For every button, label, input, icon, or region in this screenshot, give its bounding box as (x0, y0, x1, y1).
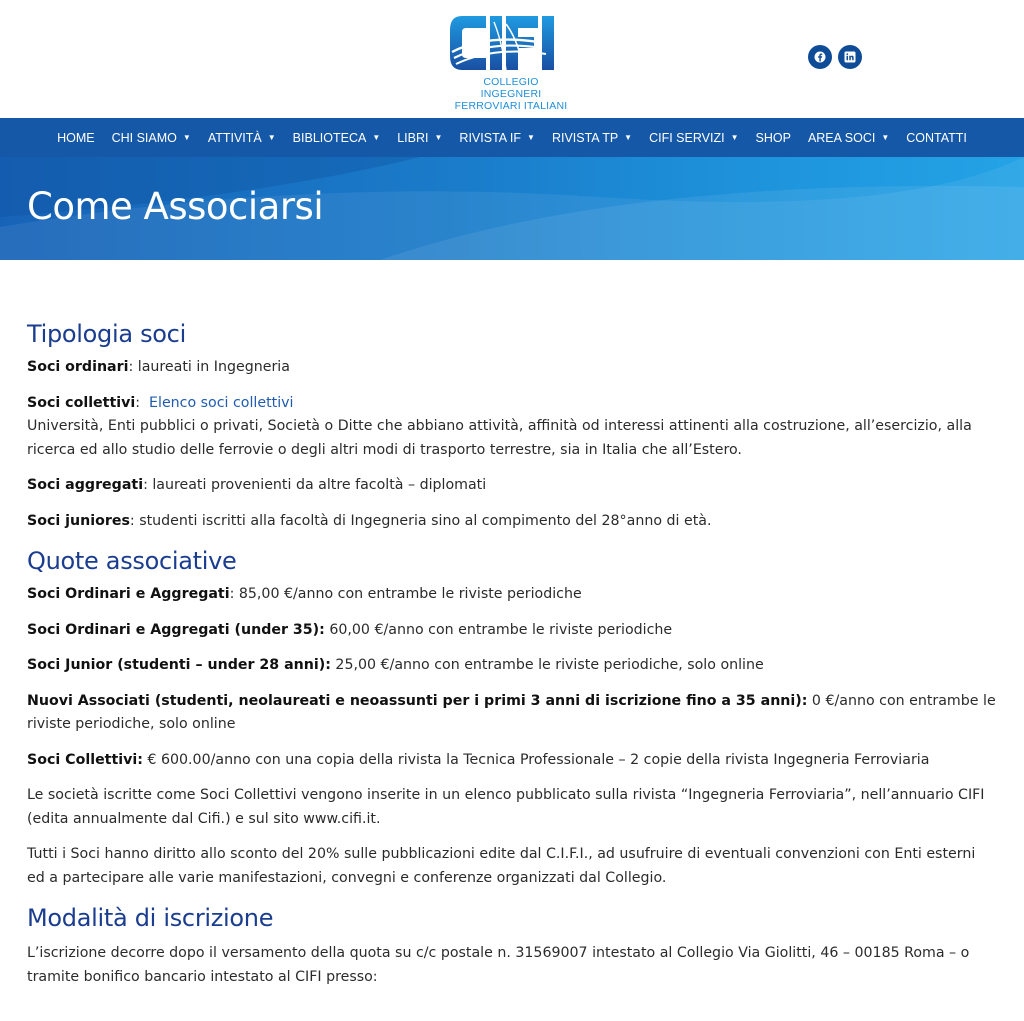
label-soci-ordinari: Soci ordinari (27, 359, 129, 375)
label-quota-under35: Soci Ordinari e Aggregati (under 35): (27, 621, 325, 638)
paragraph-soci-collettivi-title (27, 392, 997, 416)
paragraph-soci-juniores (27, 510, 997, 534)
logo-line-2: FERROVIARI ITALIANI (454, 100, 568, 112)
paragraph-quota-ordinari (27, 583, 997, 607)
link-elenco-soci-collettivi[interactable]: Elenco soci collettivi (149, 394, 294, 411)
nav-label: RIVISTA IF (459, 130, 522, 145)
main-content (0, 260, 1024, 989)
text-quota-ordinari: : 85,00 €/anno con entrambe le riviste periodiche (229, 586, 582, 602)
paragraph-quota-junior (27, 654, 997, 678)
nav-label: HOME (57, 130, 95, 145)
caret-down-icon: ▼ (434, 133, 443, 142)
caret-down-icon: ▼ (267, 133, 276, 142)
nav-item-attivita[interactable] (199, 118, 284, 157)
nav-label: BIBLIOTECA (292, 130, 367, 145)
linkedin-button[interactable] (838, 45, 862, 69)
main-nav (0, 118, 1024, 157)
nav-label: AREA SOCI (807, 130, 876, 145)
text-quota-collettivi: € 600.00/anno con una copia della rivista la Tecnica Professionale – 2 copie della rivista Ingegneria Ferroviaria (142, 751, 930, 768)
paragraph-quota-nuovi (27, 690, 997, 737)
page-title: Come Associarsi (27, 185, 324, 228)
social-links (808, 45, 862, 69)
paragraph-modalita-iscrizione: L’iscrizione decorre dopo il versamento della quota su c/c postale n. 31569007 intestato al Collegio Via Giolitti, 46 – 00185 Roma – o tramite bonifico bancario intestato al CIFI presso: (27, 945, 970, 985)
nav-label: LIBRI (397, 130, 429, 145)
label-soci-aggregati: Soci aggregati (27, 477, 144, 493)
paragraph-soci-aggregati (27, 474, 997, 498)
label-quota-collettivi: Soci Collettivi: (27, 751, 143, 768)
heading-tipologia-soci: Tipologia soci (27, 320, 186, 348)
label-quota-junior: Soci Junior (studenti – under 28 anni): (27, 657, 331, 673)
text-soci-aggregati: : laureati provenienti da altre facoltà – diplomati (143, 477, 487, 493)
nav-label: CIFI SERVIZI (649, 130, 725, 145)
text-quota-nuovi: 0 €/anno con entrambe le riviste periodiche, solo online (27, 692, 996, 732)
cifi-logo-mark (446, 12, 570, 74)
logo-tagline (452, 76, 570, 112)
paragraph-soci-ordinari (27, 356, 997, 380)
facebook-icon (814, 51, 826, 63)
facebook-button[interactable] (808, 45, 832, 69)
label-quota-nuovi: Nuovi Associati (studenti, neolaureati e neoassunti per i primi 3 anni di iscrizione fino a 35 anni): (27, 692, 808, 709)
text-soci-ordinari: : laureati in Ingegneria (128, 359, 290, 375)
nav-item-shop[interactable] (747, 118, 799, 157)
nav-item-chi-siamo[interactable] (103, 118, 199, 157)
paragraph-soci-collettivi-desc: Università, Enti pubblici o privati, Società o Ditte che abbiano attività, affinità od interessi attinenti alla costruzione, all’esercizio, alla ricerca ed allo studio delle ferrovie o degli altri modi di trasporto terrestre, sia in Italia che all’Estero. (27, 418, 972, 458)
caret-down-icon: ▼ (881, 133, 890, 142)
caret-down-icon: ▼ (730, 133, 739, 142)
nav-item-area-soci[interactable] (799, 118, 897, 157)
text-quota-junior: 25,00 €/anno con entrambe le riviste periodiche, solo online (330, 657, 764, 673)
nav-item-rivista-if[interactable] (451, 118, 544, 157)
caret-down-icon: ▼ (372, 133, 381, 142)
logo-line-1: COLLEGIO INGEGNERI (480, 76, 542, 100)
caret-down-icon: ▼ (624, 133, 633, 142)
label-soci-juniores: Soci juniores (27, 512, 130, 529)
separator: : (135, 394, 141, 411)
heading-modalita-iscrizione: Modalità di iscrizione (27, 904, 274, 932)
nav-item-biblioteca[interactable] (284, 118, 389, 157)
nav-label: CHI SIAMO (111, 130, 177, 145)
paragraph-quota-under35 (27, 619, 997, 643)
linkedin-icon (844, 51, 856, 63)
paragraph-sconto-soci: Tutti i Soci hanno diritto allo sconto del 20% sulle pubblicazioni edite dal C.I.F.I., ad usufruire di eventuali convenzioni con Enti esterni ed a partecipare alle varie manifestazioni, convegni e conferenze organizzati dal Collegio. (27, 846, 976, 886)
nav-item-cifi-servizi[interactable] (641, 118, 747, 157)
cifi-logo[interactable] (446, 12, 570, 112)
nav-label: SHOP (755, 130, 791, 145)
paragraph-elenco-collettivi: Le società iscritte come Soci Collettivi vengono inserite in un elenco pubblicato sulla rivista “Ingegneria Ferroviaria”, nell’annuario CIFI (edita annualmente dal Cifi.) e sul sito www.cifi.it. (27, 787, 985, 827)
label-quota-ordinari: Soci Ordinari e Aggregati (27, 586, 230, 602)
nav-label: CONTATTI (906, 130, 967, 145)
nav-label: ATTIVITÀ (207, 130, 262, 145)
site-header (0, 0, 1024, 118)
caret-down-icon: ▼ (527, 133, 535, 142)
nav-item-contatti[interactable] (898, 118, 976, 157)
nav-item-libri[interactable] (389, 118, 451, 157)
nav-item-rivista-tp[interactable] (543, 118, 640, 157)
nav-label: RIVISTA TP (551, 130, 619, 145)
page-banner (0, 157, 1024, 260)
label-soci-collettivi: Soci collettivi (27, 394, 136, 411)
text-soci-juniores: : studenti iscritti alla facoltà di Ingegneria sino al compimento del 28°anno di età. (129, 512, 712, 529)
text-quota-under35: 60,00 €/anno con entrambe le riviste periodiche (324, 621, 673, 638)
nav-item-home[interactable] (49, 118, 104, 157)
paragraph-quota-collettivi (27, 749, 997, 773)
heading-quote-associative: Quote associative (27, 547, 237, 575)
caret-down-icon: ▼ (182, 133, 191, 142)
